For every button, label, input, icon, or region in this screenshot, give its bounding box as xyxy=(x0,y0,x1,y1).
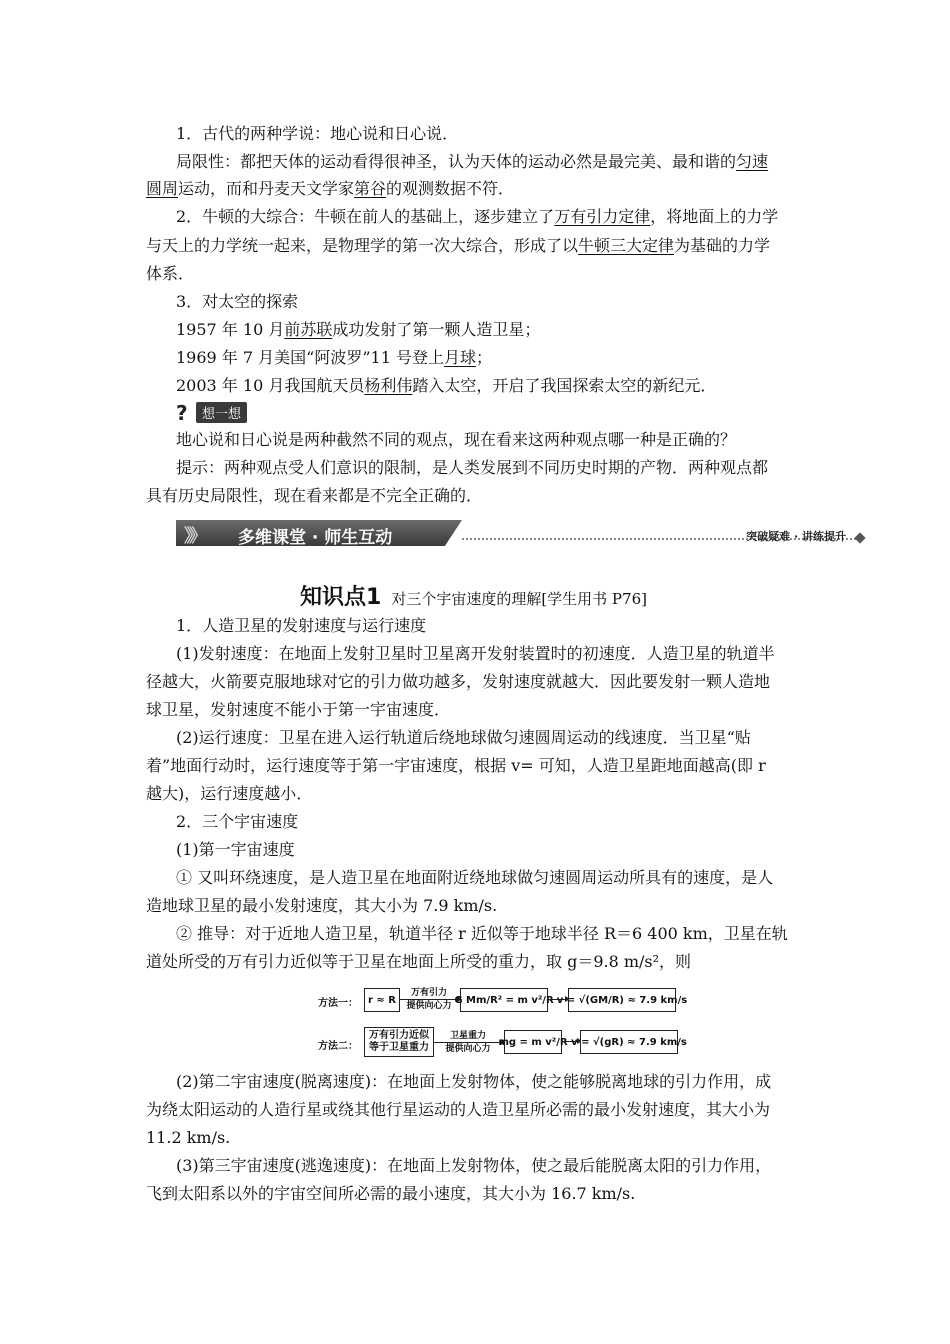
paragraph-line: 2003 年 10 月我国航天员杨利伟踏入太空，开启了我国探索太空的新纪元． xyxy=(176,376,717,395)
paragraph-line: 3．对太空的探索 xyxy=(176,292,299,311)
underlined-term: 万有引力定律 xyxy=(554,207,651,226)
hint-text: 具有历史局限性，现在看来都是不完全正确的． xyxy=(146,486,483,505)
question-mark-icon: ? xyxy=(176,400,188,425)
paragraph-line: 1957 年 10 月前苏联成功发射了第一颗人造卫星； xyxy=(176,320,541,339)
knowledge-point-subtitle: 对三个宇宙速度的理解[学生用书 P76] xyxy=(391,590,647,608)
question-text: 地心说和日心说是两种截然不同的观点，现在看来这两种观点哪一种是正确的？ xyxy=(176,430,737,449)
underlined-term: 圆周 xyxy=(146,179,179,198)
paragraph-line: (3)第三宇宙速度(逃逸速度)：在地面上发射物体，使之最后能脱离太阳的引力作用， xyxy=(176,1156,772,1175)
paragraph-line: ② 推导：对于近地人造卫星，轨道半径 r 近似等于地球半径 R＝6 400 km，卫星在轨 xyxy=(176,924,788,943)
flow-arrow: 万有引力 提供向心力 xyxy=(400,988,458,1010)
paragraph-line: 飞到太阳系以外的宇宙空间所必需的最小速度，其大小为 16.7 km/s. xyxy=(146,1184,636,1203)
knowledge-point-heading xyxy=(300,580,647,611)
paragraph-line: 道处所受的万有引力近似等于卫星在地面上所受的重力，取 g＝9.8 m/s²，则 xyxy=(146,952,692,971)
method-one-diagram xyxy=(318,985,688,1015)
paragraph-line: 1969 年 7 月美国“阿波罗”11 号登上月球； xyxy=(176,348,492,367)
paragraph-line: 越大)，运行速度越小． xyxy=(146,784,313,803)
banner-subtitle: 突破疑难 · 讲练提升 xyxy=(746,530,846,543)
paragraph-line: (2)第二宇宙速度(脱离速度)：在地面上发射物体，使之能够脱离地球的引力作用，成 xyxy=(176,1072,772,1091)
underlined-term: 前苏联 xyxy=(284,320,333,339)
formula-box: v = √(GM/R) ≈ 7.9 km/s xyxy=(568,988,676,1012)
paragraph-line: 11.2 km/s. xyxy=(146,1128,231,1147)
underlined-term: 匀速 xyxy=(736,152,769,171)
paragraph-line: 为绕太阳运动的人造行星或绕其他行星运动的人造卫星所必需的最小发射速度，其大小为 xyxy=(146,1100,771,1119)
paragraph-line: (2)运行速度：卫星在进入运行轨道后绕地球做匀速圆周运动的线速度．当卫星“贴 xyxy=(176,728,751,747)
formula-box: v = √(gR) ≈ 7.9 km/s xyxy=(580,1030,678,1054)
paragraph-line: (1)发射速度：在地面上发射卫星时卫星离开发射装置时的初速度．人造卫星的轨道半 xyxy=(176,644,775,663)
paragraph-line: 径越大，火箭要克服地球对它的引力做功越多，发射速度就越大．因此要发射一颗人造地 xyxy=(146,672,771,691)
paragraph-line: 着”地面行动时，运行速度等于第一宇宙速度，根据 v= 可知，人造卫星距地面越高(即 r xyxy=(146,756,766,775)
formula-box: mg = m v²/R xyxy=(504,1030,562,1054)
paragraph-line: 造地球卫星的最小发射速度，其大小为 7.9 km/s. xyxy=(146,896,498,915)
underlined-term: 牛顿三大定律 xyxy=(578,236,675,255)
paragraph-line: 1．古代的两种学说：地心说和日心说． xyxy=(176,124,459,143)
formula-box: r ≈ R xyxy=(364,988,400,1012)
method-label: 方法一： xyxy=(318,998,358,1009)
paragraph-line: 2．三个宇宙速度 xyxy=(176,812,299,831)
section-banner xyxy=(176,520,864,546)
paragraph-line: 体系． xyxy=(146,264,195,283)
underlined-term: 第谷 xyxy=(354,179,387,198)
hint-text: 提示：两种观点受人们意识的限制，是人类发展到不同历史时期的产物．两种观点都 xyxy=(176,458,769,477)
underlined-term: 月球 xyxy=(443,348,476,367)
paragraph-line: 与天上的力学统一起来，是物理学的第一次大综合，形成了以牛顿三大定律为基础的力学 xyxy=(146,236,771,255)
method-two-diagram xyxy=(318,1026,687,1056)
paragraph-line: 球卫星，发射速度不能小于第一宇宙速度． xyxy=(146,700,451,719)
think-callout xyxy=(176,402,247,423)
formula-box: 万有引力近似 等于卫星重力 xyxy=(364,1027,434,1057)
knowledge-point-title: 知识点1 xyxy=(300,585,382,610)
diamond-icon xyxy=(854,532,865,543)
banner-title: 多维课堂 · 师生互动 xyxy=(238,528,393,548)
paragraph-line: 局限性：都把天体的运动看得很神圣，认为天体的运动必然是最完美、最和谐的匀速 xyxy=(176,152,769,171)
think-label: 想一想 xyxy=(196,402,247,423)
paragraph-line: ① 又叫环绕速度，是人造卫星在地面附近绕地球做匀速圆周运动所具有的速度，是人 xyxy=(176,868,774,887)
paragraph-line: (1)第一宇宙速度 xyxy=(176,840,295,859)
paragraph-line: 圆周运动，而和丹麦天文学家第谷的观测数据不符． xyxy=(146,179,515,198)
paragraph-line: 1．人造卫星的发射速度与运行速度 xyxy=(176,616,427,635)
paragraph-line: 2．牛顿的大综合：牛顿在前人的基础上，逐步建立了万有引力定律，将地面上的力学 xyxy=(176,207,779,226)
formula-box: G Mm/R² = m v²/R xyxy=(460,988,548,1012)
underlined-term: 杨利伟 xyxy=(364,376,413,395)
method-label: 方法二： xyxy=(318,1041,358,1052)
flow-arrow: 卫星重力 提供向心力 xyxy=(434,1031,502,1053)
double-chevron-icon: 》》 xyxy=(184,526,203,547)
